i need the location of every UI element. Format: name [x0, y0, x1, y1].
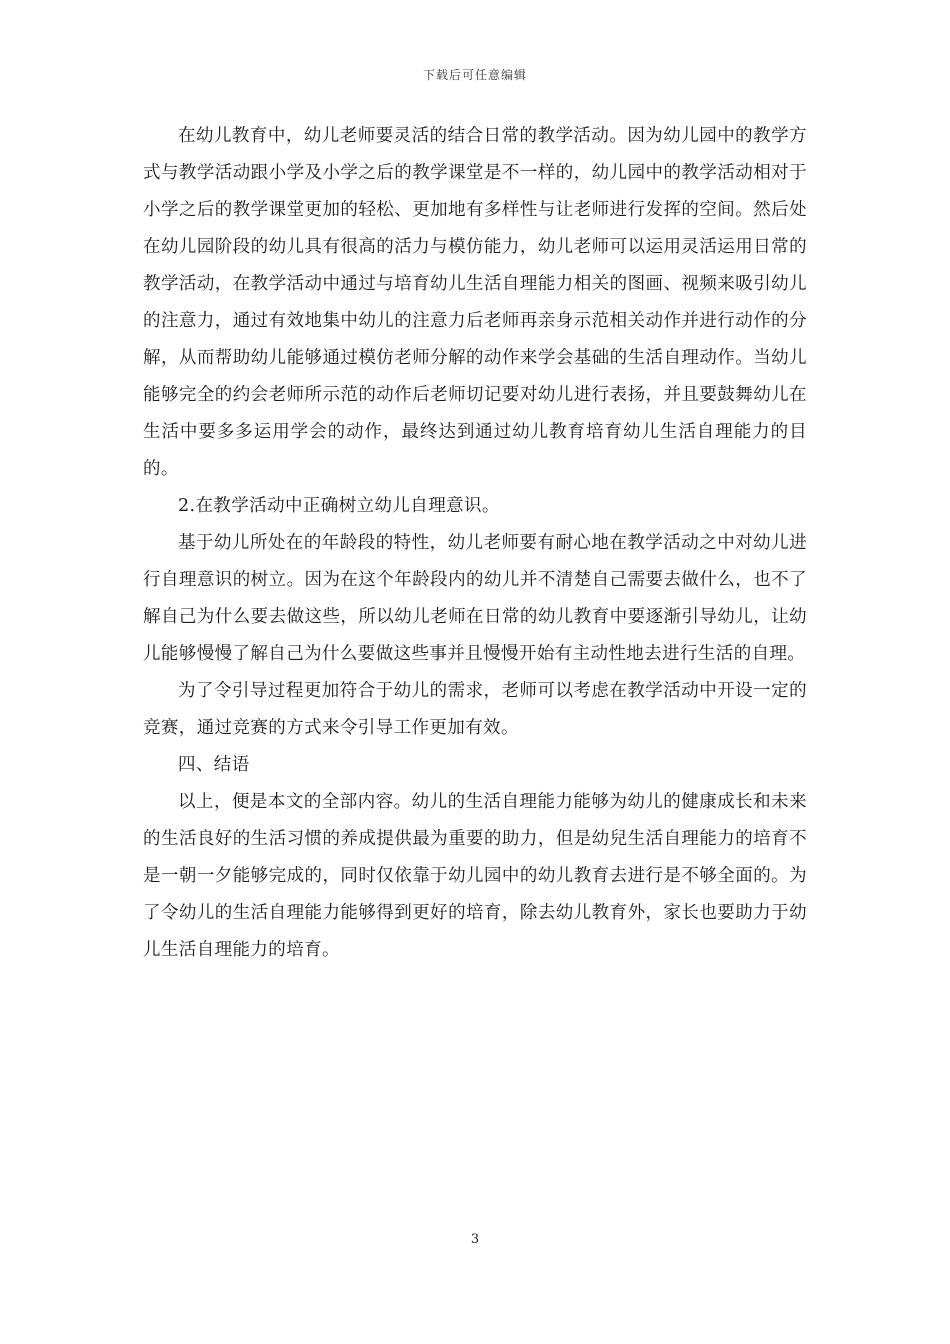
section-heading-self-care-awareness: 2.在教学活动中正确树立幼儿自理意识。: [178, 496, 500, 516]
paragraph-self-care-awareness: 基于幼儿所处在的年龄段的特性，幼儿老师要有耐心地在教学活动之中对幼儿进行自理意识的树立。因为在这个年龄段内的幼儿并不清楚自己需要去做什么，也不了解自己为什么要去做这些，所以幼儿老师在日常的幼儿教育中要逐渐引导幼儿，让幼儿能够慢慢了解自己为什么要做这些事并且慢慢开始有主动性地去进行生活的自理。: [143, 533, 807, 664]
paragraph-teaching-activities: 在幼儿教育中，幼儿老师要灵活的结合日常的教学活动。因为幼儿园中的教学方式与教学活动跟小学及小学之后的教学课堂是不一样的，幼儿园中的教学活动相对于小学之后的教学课堂更加的轻松、更加地有多样性与让老师进行发挥的空间。然后处在幼儿园阶段的幼儿具有很高的活力与模仿能力，幼儿老师可以运用灵活运用日常的教学活动，在教学活动中通过与培育幼儿生活自理能力相关的图画、视频来吸引幼儿的注意力，通过有效地集中幼儿的注意力后老师再亲身示范相关动作并进行动作的分解，从而帮助幼儿能够通过模仿老师分解的动作来学会基础的生活自理动作。当幼儿能够完全的约会老师所示范的动作后老师切记要对幼儿进行表扬，并且要鼓舞幼儿在生活中要多多运用学会的动作，最终达到通过幼儿教育培育幼儿生活自理能力的目的。: [143, 126, 807, 479]
paragraph-conclusion: 以上，便是本文的全部内容。幼儿的生活自理能力能够为幼儿的健康成长和未来的生活良好的生活习惯的养成提供最为重要的助力，但是幼兒生活自理能力的培育不是一朝一夕能够完成的，同时仅依靠于幼儿园中的幼儿教育去进行是不够全面的。为了令幼儿的生活自理能力能够得到更好的培育，除去幼儿教育外，家长也要助力于幼儿生活自理能力的培育。: [143, 792, 807, 960]
page-header: 下载后可任意编辑: [422, 68, 527, 82]
document-body: [143, 118, 807, 969]
section-heading-conclusion: 四、结语: [178, 755, 250, 775]
page-number: 3: [470, 1232, 480, 1247]
paragraph-competition: 为了令引导过程更加符合于幼儿的需求，老师可以考虑在教学活动中开设一定的竞赛，通过竞赛的方式来令引导工作更加有效。: [143, 681, 807, 738]
